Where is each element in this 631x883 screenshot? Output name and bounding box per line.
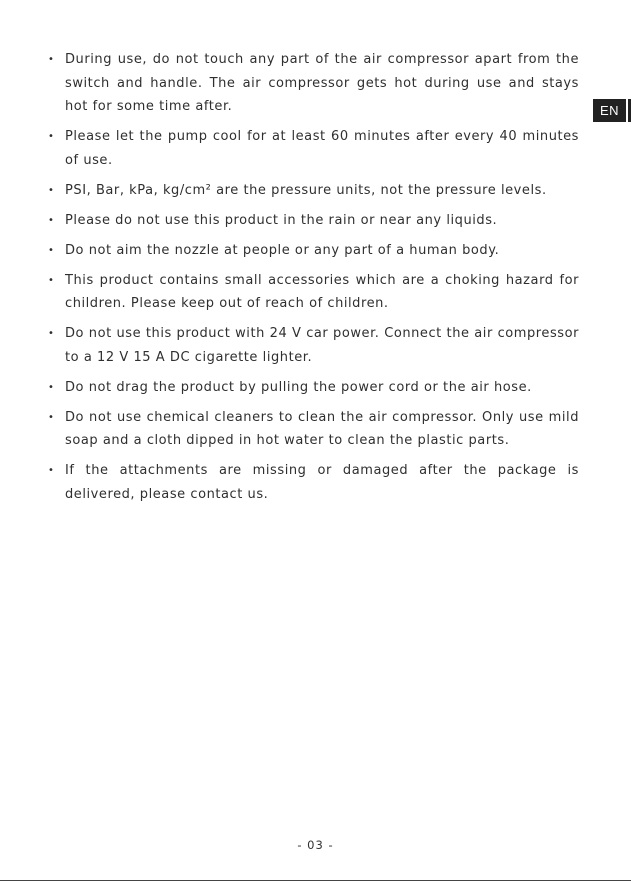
instruction-text: Please do not use this product in the rain or near any liquids. [65,212,498,228]
instruction-text: Do not use this product with 24 V car power. Connect the air compressor to a 12 V 15 A DC cigarette lighter. [65,326,579,365]
list-item [0,125,579,172]
bullet-icon: • [48,328,55,339]
language-tab-label: EN [599,103,620,118]
instruction-text: Do not drag the product by pulling the power cord or the air hose. [65,379,532,395]
list-item [0,179,579,203]
safety-instructions-list [0,48,631,506]
list-item [0,209,579,233]
list-item [0,322,579,369]
instruction-text: During use, do not touch any part of the air compressor apart from the switch and handle. The air compressor gets hot during use and stays hot for some time after. [65,52,579,114]
list-item [0,48,579,119]
bullet-icon: • [48,244,55,256]
bullet-icon: • [48,54,55,65]
bullet-icon: • [48,465,55,476]
instruction-text: If the attachments are missing or damaged after the package is delivered, please contact us. [65,463,579,502]
bullet-icon: • [48,381,55,393]
instruction-text: Do not aim the nozzle at people or any part of a human body. [65,242,500,258]
language-tab [593,99,626,122]
instruction-text: Do not use chemical cleaners to clean the air compressor. Only use mild soap and a cloth dipped in hot water to clean the plastic parts. [65,409,579,448]
instruction-text: PSI, Bar, kPa, kg/cm² are the pressure units, not the pressure levels. [65,182,547,198]
list-item [0,239,579,263]
list-item [0,269,579,316]
instructions-section [0,48,631,513]
page-number: - 03 - [297,838,334,852]
bullet-icon: • [48,411,55,423]
bottom-divider [0,880,631,881]
instruction-text: Please let the pump cool for at least 60 minutes after every 40 minutes of use. [65,129,579,168]
bullet-icon: • [48,184,55,196]
list-item [0,406,579,453]
bullet-icon: • [48,274,55,286]
bullet-icon: • [48,131,55,142]
list-item [0,376,579,400]
instruction-text: This product contains small accessories which are a choking hazard for children. Please keep out of reach of children. [65,272,579,311]
bullet-icon: • [48,214,55,226]
list-item [0,459,579,506]
